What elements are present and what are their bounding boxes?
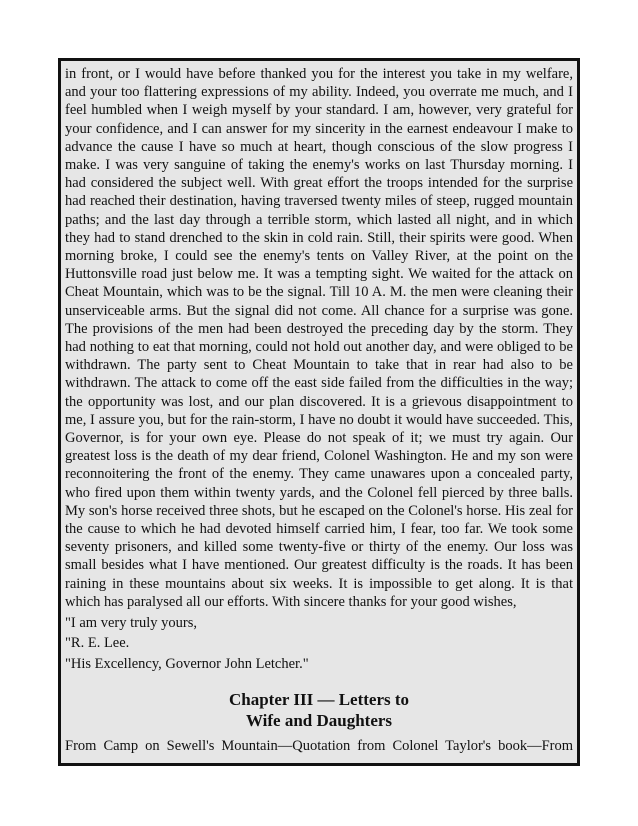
- letter-signature: "R. E. Lee.: [65, 635, 130, 652]
- letter-closing: "I am very truly yours,: [65, 615, 197, 632]
- letter-addressee: "His Excellency, Governor John Letcher.": [65, 655, 309, 672]
- chapter-summary: From Camp on Sewell's Mountain—Quotation from Colonel Taylor's book—From: [65, 738, 573, 754]
- letter-closing-block: [65, 614, 573, 673]
- letter-body: in front, or I would have before thanked you for the interest you take in my welfare, and your too flattering expressions of my ability. Indeed, you overrate me much, and I feel humbled when I weigh myself by your standard. I am, however, very grateful for your confidence, and I can answer for my sincerity in the earnest endeavour I make to advance the cause I have so much at heart, though conscious of the slow progress I make. I was very sanguine of taking the enemy's works on last Thursday morning. I had considered the subject well. With great effort the troops intended for the surprise had reached their destination, having traversed twenty miles of steep, rugged mountain paths; and the last day through a terrible storm, which lasted all night, and in which they had to stand drenched to the skin in cold rain. Still, their spirits were good. When morning broke, I could see the enemy's tents on Valley River, at the point on the Huttonsville road just below me. It was a tempting sight. We waited for the attack on Cheat Mountain, which was to be the signal. Till 10 A. M. the men were cleaning their unserviceable arms. But the signal did not come. All chance for a surprise was gone. The provisions of the men had been destroyed the preceding day by the storm. They had nothing to eat that morning, could not hold out another day, and were obliged to be withdrawn. The party sent to Cheat Mountain to take that in rear had also to be withdrawn. The attack to come off the east side failed from the difficulties in the way; the opportunity was lost, and our plan discovered. It is a grievous disappointment to me, I assure you, but for the rain-storm, I have no doubt it would have succeeded. This, Governor, is for your own eye. Please do not speak of it; we must try again. Our greatest loss is the death of my dear friend, Colonel Washington. He and my son were reconnoitering the front of the enemy. They came unawares upon a concealed party, who fired upon them within twenty yards, and the Colonel fell pierced by three balls. My son's horse received three shots, but he escaped on the Colonel's horse. His zeal for the cause to which he had devoted himself carried him, I fear, too far. We took some seventy prisoners, and killed some twenty-five or thirty of the enemy. Our loss was small besides what I have mentioned. Our greatest difficulty is the roads. It has been raining in these mountains about six weeks. It is impossible to get along. It is that which has paralysed all our efforts. With sincere thanks for your good wishes,: [65, 66, 573, 610]
- page-frame: [58, 58, 580, 766]
- chapter-heading-line-2: Wife and Daughters: [245, 711, 393, 730]
- chapter-heading-line-1: Chapter III — Letters to: [228, 690, 410, 709]
- chapter-heading: [61, 689, 577, 731]
